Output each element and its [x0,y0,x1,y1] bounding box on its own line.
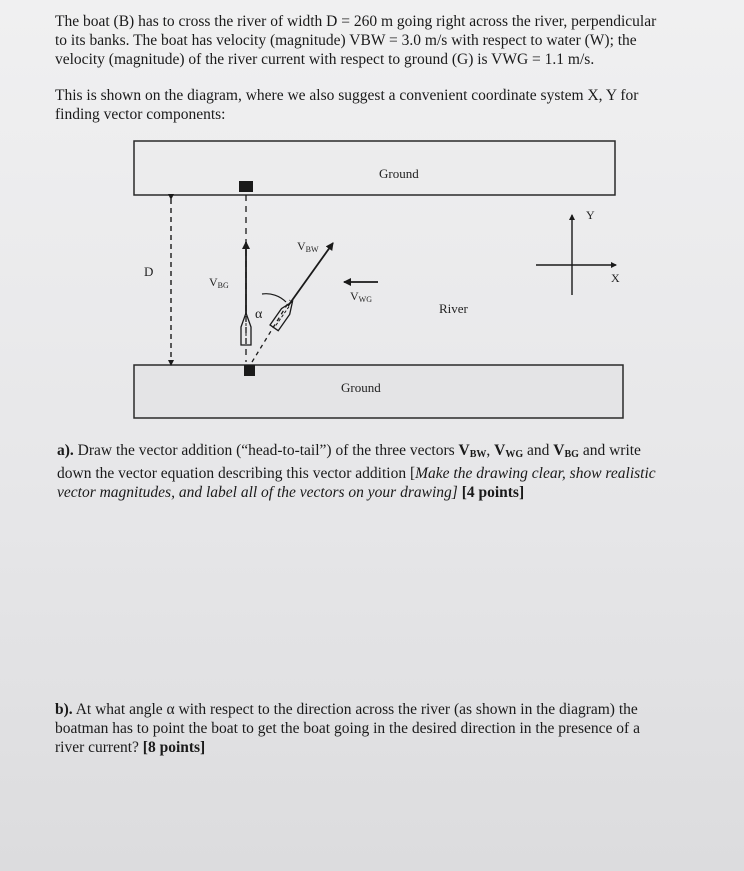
top-bank-label: Ground [379,166,419,181]
part-a-line-2: down the vector equation describing this vector addition [Make the drawing clear, show realistic [57,465,656,482]
diagram-note-line-1: This is shown on the diagram, where we also suggest a convenient coordinate system X, Y for [55,87,639,104]
v-bw-label: VBW [297,239,319,254]
intro-line-1: The boat (B) has to cross the river of width D = 260 m going right across the river, perpendicular [55,13,657,30]
bottom-dock-marker [244,365,255,376]
part-a-line-1: a). Draw the vector addition (“head-to-tail”) of the three vectors $V_{BW}$, $V_{WG}$ and $V_{BG}$ and write [57,442,641,460]
v-bg-label: VBG [209,275,229,290]
part-b-line-1: b). At what angle α with respect to the direction across the river (as shown in the diagram) the [55,701,638,718]
part-a-line-3: vector magnitudes, and label all of the vectors on your drawing] [4 points] [57,484,525,501]
y-axis-label: Y [586,208,595,222]
diagram-note-line-2: finding vector components: [55,106,226,123]
intro-line-3: velocity (magnitude) of the river current with respect to ground (G) is VWG = 1.1 m/s. [55,51,595,68]
top-bank [134,141,615,195]
part-b-question [55,700,743,757]
intro-line-2: to its banks. The boat has velocity (magnitude) VBW = 3.0 m/s with respect to water (W); the [55,32,637,49]
bottom-bank-label: Ground [341,380,381,395]
v-wg-label: VWG [350,289,372,304]
angle-label: α [255,307,263,322]
x-axis-label: X [611,271,620,285]
river-label: River [439,301,468,316]
top-dock-marker [239,181,253,192]
angle-arc [262,294,286,302]
part-a-question [57,441,737,502]
part-b-line-2: boatman has to point the boat to get the boat going in the desired direction in the presence of a [55,720,640,737]
width-label: D [144,264,154,279]
part-b-line-3: river current? [8 points] [55,739,206,756]
